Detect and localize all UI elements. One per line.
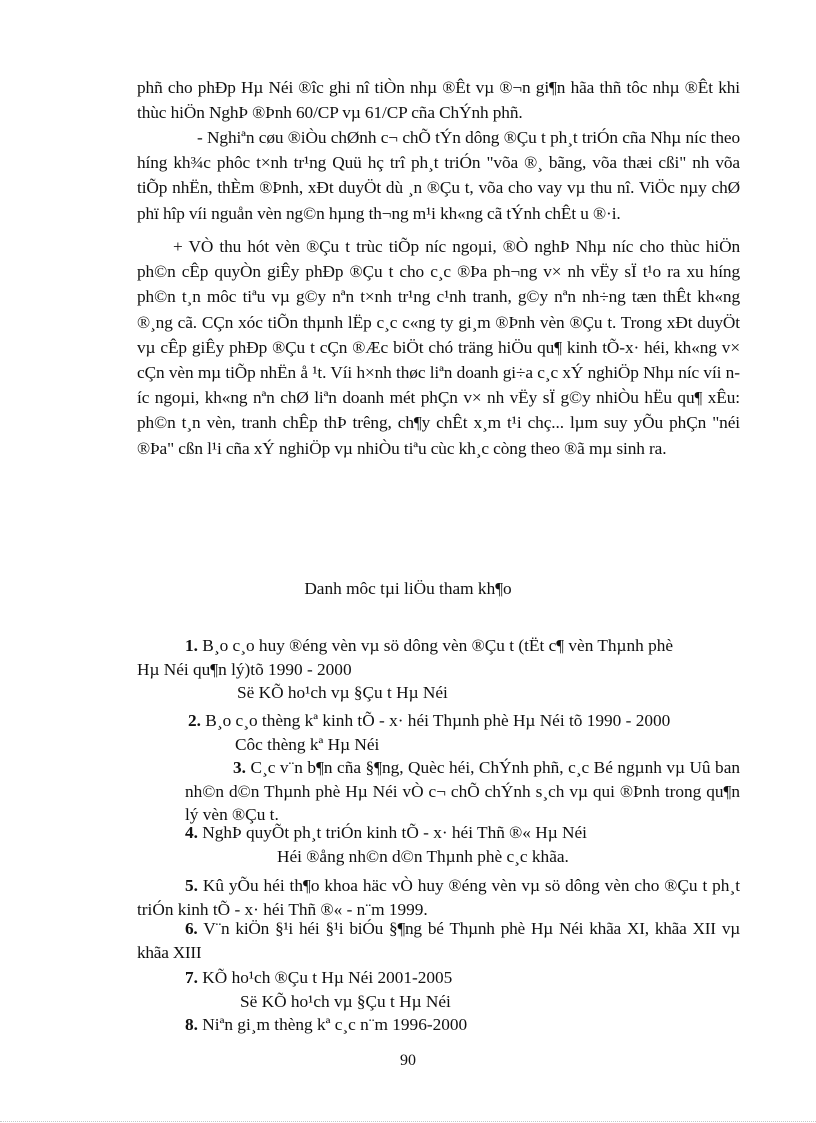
reference-text: KÕ ho¹ch ®Çu t Hµ Néi 2001-2005 (202, 968, 453, 987)
reference-item (137, 1013, 740, 1037)
reference-item (137, 821, 740, 868)
reference-item (137, 634, 740, 705)
reference-publisher: Héi ®ång nh©n d©n Thµnh phè c¸c khãa. (277, 846, 569, 866)
reference-number: 4. (185, 823, 198, 842)
references-title: Danh môc tµi liÖu tham kh¶o (304, 579, 512, 598)
reference-item (137, 917, 740, 964)
page-bottom-divider (0, 1121, 816, 1122)
reference-text: Niªn gi¸m thèng kª c¸c n¨m 1996-2000 (202, 1015, 468, 1034)
reference-item (137, 756, 740, 827)
reference-number: 7. (185, 968, 198, 987)
reference-item (137, 874, 740, 921)
reference-number: 3. (233, 758, 246, 777)
reference-publisher: Së KÕ ho¹ch vµ §Çu t Hµ Néi (237, 683, 448, 702)
reference-text: C¸c v¨n b¶n cña §¶ng, Quèc héi, ChÝnh phñ, c¸c Bé ngµnh vµ Uû ban nh©n d©n Thµnh phè Hµ Néi vÒ c¬ chÕ chÝnh s¸ch vµ qui ®Þnh trong qu¶n lý vèn ®Çu t. (185, 758, 740, 824)
reference-publisher: Së KÕ ho¹ch vµ §Çu t Hµ Néi (240, 991, 451, 1011)
reference-text: V¨n kiÖn §¹i héi §¹i biÓu §¶ng bé Thµnh phè Hµ Néi khãa XI, khãa XII vµ khãa XIII (137, 919, 740, 962)
body-paragraph: phñ cho phÐp Hµ Néi ®îc ghi nî tiÒn nhµ ®Êt vµ ®¬n gi¶n hãa thñ tôc nhµ ®Êt khi thùc hiÖn NghÞ ®Þnh 60/CP vµ 61/CP cña ChÝnh phñ. (137, 78, 740, 123)
body-paragraph: - Nghiªn cøu ®iÒu chØnh c¬ chÕ tÝn dông ®Çu t ph¸t triÓn cña Nhµ níc theo híng kh¾c phôc t×nh tr¹ng Quü hç trî ph¸t triÓn "võa ®¸ bãng, võa thæi cßi" nh võa tiÕp nhËn, thÈm ®Þnh, xÐt duyÖt dù ¸n ®Çu t, võa cho vay vµ thu nî. ViÖc nµy chØ phï hîp víi nguån vèn ng©n hµng th¬ng m¹i kh«ng cã tÝnh chÊt u ®·i. (137, 128, 740, 223)
reference-number: 5. (185, 876, 198, 895)
reference-publisher: Côc thèng kª Hµ Néi (235, 734, 380, 754)
reference-number: 1. (185, 636, 198, 655)
reference-text: B¸o c¸o thèng kª kinh tÕ - x· héi Thµnh phè Hµ Néi tõ 1990 - 2000 (205, 711, 671, 730)
body-paragraph: + VÒ thu hót vèn ®Çu t trùc tiÕp níc ngoµi, ®Ò nghÞ Nhµ níc cho thùc hiÖn ph©n cÊp quyÒn giÊy phÐp ®Çu t cho c¸c ®Þa ph¬ng v× nh vËy sÏ t¹o ra xu híng ph©n t¸n môc tiªu vµ g©y nªn t×nh tr¹ng c¹nh tranh, g©y nªn nh÷ng tæn thÊt kh«ng ®¸ng cã. CÇn xóc tiÕn thµnh lËp c¸c c«ng ty gi¸m ®Þnh vèn ®Çu t. Trong xÐt duyÖt vµ cÊp giÊy phÐp ®Çu t cÇn ®Æc biÖt chó träng hiÖu qu¶ kinh tÕ-x· héi, kh«ng v× cÇn vèn mµ tiÕp nhËn å ¹t. Víi h×nh thøc liªn doanh gi÷a c¸c xÝ nghiÖp Nhµ níc víi níc ngoµi, kh«ng nªn chØ liªn doanh mét phÇn v× nh vËy sÏ g©y nhiÒu hËu qu¶ xÊu: ph©n t¸n vèn, tranh chÊp thÞ trêng, ch¶y chÊt x¸m t¹i chç... lµm suy yÕu phÇn "néi ®Þa" cßn l¹i cña xÝ nghiÖp vµ nhiÒu tiªu cùc kh¸c còng theo ®ã mµ sinh ra. (137, 237, 740, 458)
reference-text: NghÞ quyÕt ph¸t triÓn kinh tÕ - x· héi Thñ ®« Hµ Néi (202, 823, 587, 842)
reference-text: Hµ Néi qu¶n lý)tõ 1990 - 2000 (137, 659, 352, 679)
reference-item (137, 966, 740, 1013)
reference-number: 8. (185, 1015, 198, 1034)
reference-text: Kû yÕu héi th¶o khoa häc vÒ huy ®éng vèn vµ sö dông vèn cho ®Çu t ph¸t triÓn kinh tÕ - x· héi Thñ ®« - n¨m 1999. (137, 876, 740, 919)
reference-item (137, 709, 740, 756)
reference-number: 2. (188, 711, 201, 730)
page-number: 90 (400, 1052, 416, 1069)
reference-number: 6. (185, 919, 198, 938)
reference-text: B¸o c¸o huy ®éng vèn vµ sö dông vèn ®Çu t (tËt c¶ vèn Thµnh phè (202, 636, 674, 655)
